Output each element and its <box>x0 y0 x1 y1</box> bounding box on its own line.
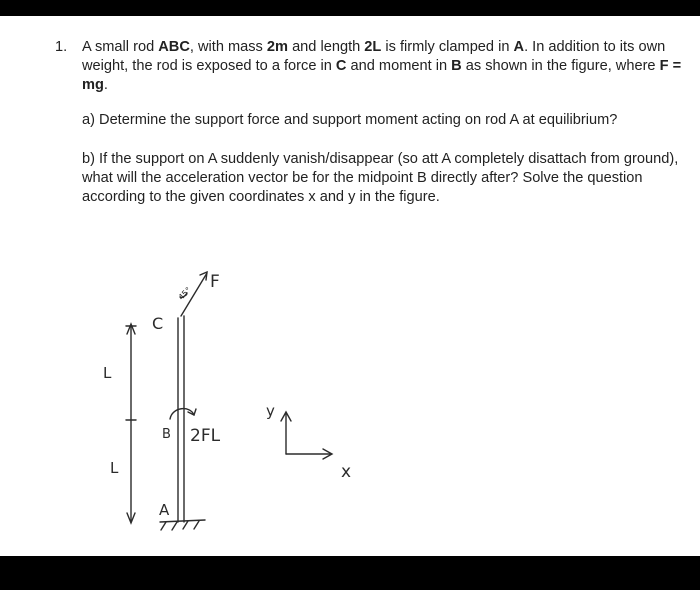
label-L-lower: L <box>110 459 119 477</box>
label-x: x <box>341 462 352 482</box>
length-value: 2L <box>364 39 382 55</box>
clamp-point: A <box>513 39 525 55</box>
mass-value: 2m <box>266 39 289 55</box>
label-L-upper: L <box>103 364 112 382</box>
force-relation: F = mg <box>82 58 682 93</box>
problem-statement: A small rod ABC, with mass 2m and length 2L is firmly clamped in A. In addition to its own weight, the rod is exposed to a force in C and moment in B as shown in the figure, where F = mg. <box>82 39 682 93</box>
rod-figure <box>0 16 700 556</box>
part-b: b) If the support on A suddenly vanish/disappear (so att A completely disattach from ground), what will the acceleration vector be for the midpoint B directly after? Solve the question according to the given coordinates x and y in the figure. <box>82 151 679 205</box>
force-point: C <box>335 58 347 74</box>
label-y: y <box>266 402 275 420</box>
label-A: A <box>159 501 170 519</box>
page <box>0 16 700 556</box>
label-B: B <box>162 427 171 442</box>
moment-point: B <box>451 58 462 74</box>
rod-name: ABC <box>158 39 190 55</box>
problem-number: 1. <box>55 39 68 55</box>
label-angle: 45° <box>176 285 194 302</box>
label-C: C <box>152 314 164 333</box>
part-a: a) Determine the support force and support moment acting on rod A at equilibrium? <box>82 112 618 128</box>
label-F: F <box>210 272 220 292</box>
label-moment: 2FL <box>190 426 221 446</box>
